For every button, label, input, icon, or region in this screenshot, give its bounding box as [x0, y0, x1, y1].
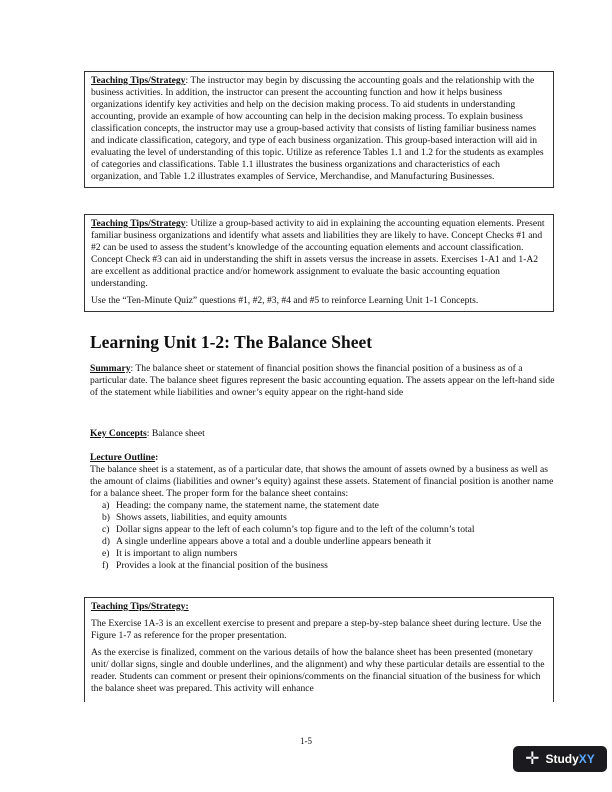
list-item-text: Heading: the company name, the statement name, the statement date — [116, 500, 379, 511]
list-item — [90, 548, 556, 560]
list-item-text: A single underline appears above a total and a double underline appears beneath it — [116, 536, 432, 547]
summary-label: Summary — [90, 363, 131, 374]
key-concepts-section — [90, 428, 556, 440]
teaching-tips-box-2 — [84, 214, 554, 312]
lecture-outline-section — [90, 452, 556, 572]
list-item-marker: f) — [102, 560, 109, 571]
list-item-marker: e) — [102, 548, 110, 559]
teaching-tips-paragraph-2: As the exercise is finalized, comment on the various details of how the balance sheet has been presented (monetary unit/ dollar signs, single and double underlines, and the alignment) and why these particular details are essential to the reader. Students can comment or present their opinions/comments on the financial situation of the business for which the balance sheet was prepared. This activity will enhance — [91, 647, 545, 694]
lecture-outline-intro: The balance sheet is a statement, as of a particular date, that shows the amount of assets owned by a business as well as the amount of claims (liabilities and owner’s equity) against these assets. Statement of financial position is another name for a balance sheet. The proper form for the balance sheet contains: — [90, 464, 554, 499]
list-item-text: It is important to align numbers — [116, 548, 238, 559]
teaching-tips-label: Teaching Tips/Strategy: — [91, 601, 189, 612]
list-item — [90, 536, 556, 548]
section-heading: Learning Unit 1-2: The Balance Sheet — [90, 332, 373, 352]
list-item-text: Dollar signs appear to the left of each column’s top figure and to the left of the column’s total — [116, 524, 475, 535]
teaching-tips-label: Teaching Tips/Strategy — [91, 218, 186, 229]
list-item — [90, 560, 556, 572]
ten-minute-quiz-note: Use the “Ten-Minute Quiz” questions #1, #2, #3, #4 and #5 to reinforce Learning Unit 1-1 Concepts. — [91, 295, 479, 306]
teaching-tips-box-1 — [84, 71, 554, 188]
list-item-marker: d) — [102, 536, 110, 547]
summary-section — [90, 363, 556, 399]
teaching-tips-text: : Utilize a group-based activity to aid in explaining the accounting equation elements. Present familiar business organizations and identify what assets and liabilities they are likely to have. Concept Checks #1 and #2 can be used to assess the student’s knowledge of the accounting equation elements and account classification. Concept Check #3 can aid in understanding the shift in assets versus the increase in assets. Exercises 1-A1 and 1-A2 are excellent as additional practice and/or homework assignment to evaluate the basic accounting equation understanding. — [91, 218, 545, 289]
brand-name: StudyXY — [545, 752, 595, 766]
list-item-text: Shows assets, liabilities, and equity amounts — [116, 512, 287, 523]
list-item — [90, 500, 556, 512]
list-item-marker: c) — [102, 524, 110, 535]
teaching-tips-paragraph — [91, 75, 548, 183]
lecture-outline-colon: : — [155, 452, 159, 463]
summary-text: : The balance sheet or statement of financial position shows the financial position of a business as of a particular date. The balance sheet figures represent the basic accounting equation. The assets appear on the left-hand side of the statement while liabilities and owner’s equity appear on the right-hand side — [90, 363, 555, 398]
list-item-text: Provides a look at the financial position of the business — [116, 560, 328, 571]
teaching-tips-paragraph-1: The Exercise 1A-3 is an excellent exercise to present and prepare a step-by-step balance sheet during lecture. Use the Figure 1-7 as reference for the proper presentation. — [91, 618, 542, 641]
teaching-tips-text: : The instructor may begin by discussing the accounting goals and the relationship with the business activities. In addition, the instructor can present the accounting function and how it helps business organizations identify key activities and help on the decision making process. To aid students in understanding accounting, provide an example of how accounting can help in the decision making process. To explain business classification concepts, the instructor may use a group-based activity that consists of listing familiar business names and indicate classification, category, and type of each business organization. This group-based interaction will aid in evaluating the level of understanding of this topic. Utilize as reference Tables 1.1 and 1.2 for the students as examples of categories and classifications. Table 1.1 illustrates the business organizations and characteristics of each organization, and Table 1.2 illustrates examples of Service, Merchandise, and Manufacturing Businesses. — [91, 75, 544, 182]
teaching-tips-paragraph — [91, 218, 548, 290]
teaching-tips-box-3 — [84, 597, 554, 702]
lecture-outline-label: Lecture Outline — [90, 452, 156, 463]
teaching-tips-label: Teaching Tips/Strategy — [91, 75, 186, 86]
list-item-marker: a) — [102, 500, 110, 511]
list-item — [90, 524, 556, 536]
list-item-marker: b) — [102, 512, 110, 523]
lecture-outline-list — [90, 500, 556, 572]
key-concepts-text: : Balance sheet — [146, 428, 205, 439]
key-concepts-label: Key Concepts — [90, 428, 147, 439]
page-number: 1-5 — [300, 736, 312, 746]
studyxy-badge[interactable] — [513, 746, 607, 772]
list-item — [90, 512, 556, 524]
plus-icon: ✛ — [525, 749, 540, 768]
